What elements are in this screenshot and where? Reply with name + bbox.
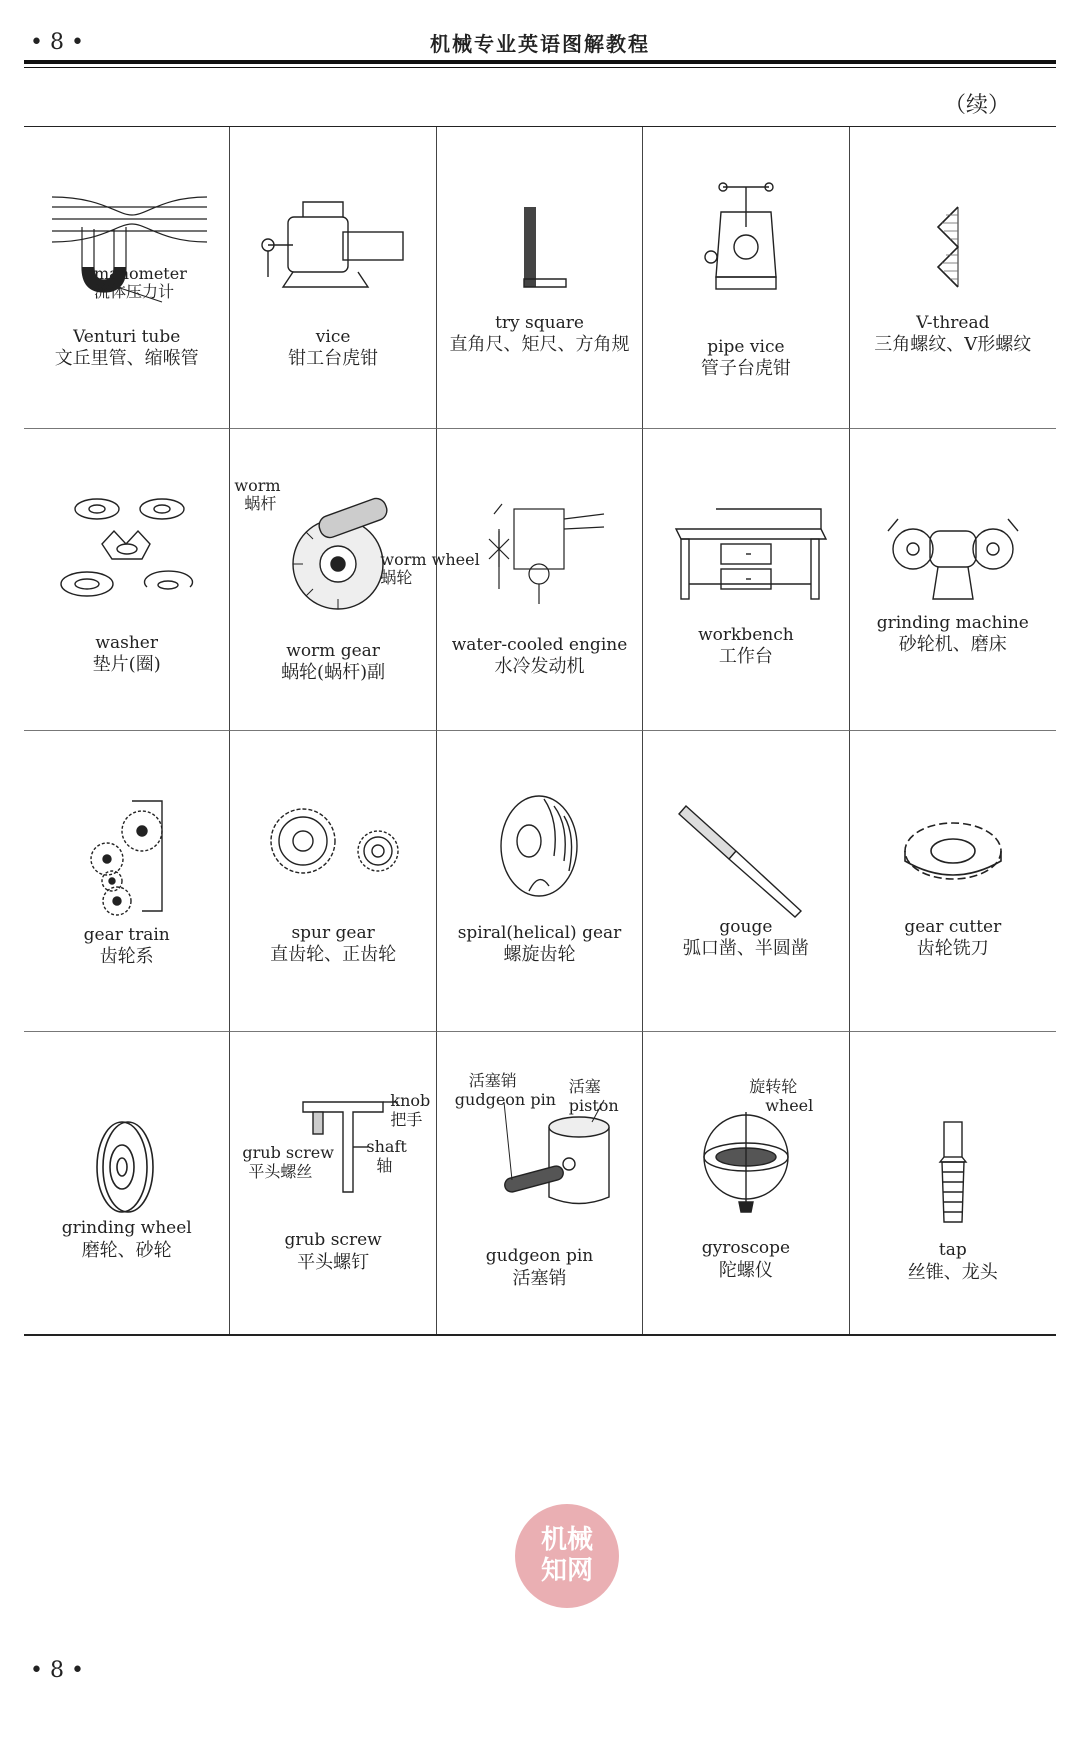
term-en: tap — [938, 1240, 967, 1261]
term-en: grinding machine — [876, 612, 1029, 633]
try-square-illustration — [454, 167, 624, 317]
knob-callout — [390, 1092, 430, 1129]
term-en: V-thread — [916, 313, 990, 333]
grub-screw-zh: 平头螺丝 — [248, 1161, 313, 1181]
glossary-cell-workbench — [643, 429, 849, 731]
term-zh: 螺旋齿轮 — [503, 943, 576, 965]
cell-label — [24, 1218, 229, 1262]
glossary-cell-v-thread — [850, 127, 1056, 429]
term-en: vice — [315, 327, 351, 347]
term-en: workbench — [698, 624, 794, 645]
gouge-illustration — [661, 771, 831, 921]
cell-label — [437, 635, 642, 679]
term-zh: 平头螺钉 — [297, 1251, 370, 1273]
shaft-callout — [366, 1138, 406, 1175]
term-zh: 水冷发动机 — [494, 656, 585, 677]
glossary-cell-gear-cutter — [850, 731, 1056, 1033]
book-title: 机械专业英语图解教程 — [430, 32, 650, 56]
glossary-cell-gouge — [643, 731, 849, 1033]
page-header — [0, 0, 1080, 70]
gear-cutter-illustration — [868, 771, 1038, 921]
gudgeon-pin-en: gudgeon pin — [454, 1089, 556, 1109]
cell-label — [24, 327, 229, 371]
gudgeon-pin-zh: 活塞销 — [468, 1071, 517, 1091]
worm-callout — [234, 477, 280, 514]
term-en: gudgeon pin — [485, 1246, 594, 1267]
glossary-cell-water-cooled-engine — [437, 429, 643, 731]
term-zh: 直角尺、矩尺、方角规 — [449, 334, 630, 356]
page-number-top: • 8 • — [30, 30, 84, 55]
cell-label — [643, 337, 848, 381]
v-thread-illustration — [868, 167, 1038, 317]
cell-label — [850, 613, 1056, 657]
cell-label — [230, 1230, 435, 1274]
grub-screw-en: grub screw — [242, 1143, 334, 1163]
cell-label — [24, 633, 229, 677]
glossary-cell-spur-gear — [230, 731, 436, 1033]
term-en: pipe vice — [707, 337, 785, 357]
term-zh: 文丘里管、缩喉管 — [54, 348, 199, 370]
gear-train-illustration — [42, 771, 212, 921]
term-en: grinding wheel — [61, 1218, 192, 1239]
shaft-zh: 轴 — [376, 1155, 393, 1175]
term-zh: 齿轮铣刀 — [916, 937, 989, 959]
rotating-wheel-zh: 旋转轮 — [749, 1077, 798, 1097]
rotating-wheel-callout — [749, 1078, 813, 1115]
term-zh: 三角螺纹、V形螺纹 — [874, 334, 1032, 356]
header-rule-thick — [24, 60, 1056, 64]
glossary-cell-grub-screw — [230, 1032, 436, 1334]
cell-label — [230, 923, 435, 967]
glossary-cell-gyroscope — [643, 1032, 849, 1334]
glossary-cell-washer — [24, 429, 230, 731]
continued-marker: （续） — [943, 93, 1010, 118]
term-zh: 陀螺仪 — [718, 1259, 773, 1281]
vice-illustration — [248, 167, 418, 317]
term-zh: 管子台虎钳 — [700, 358, 791, 380]
term-zh: 砂轮机、磨床 — [898, 634, 1007, 655]
cell-label — [437, 313, 642, 357]
watermark-logo — [515, 1504, 619, 1608]
worm-zh: 蜗杆 — [244, 494, 277, 514]
water-cooled-engine-illustration — [454, 469, 624, 619]
term-en: gouge — [719, 916, 773, 937]
header-rule-thin — [24, 67, 1056, 68]
cell-label — [230, 641, 435, 685]
glossary-cell-vice — [230, 127, 436, 429]
gudgeon-pin-callout — [455, 1072, 556, 1109]
manometer-zh: 流体压力计 — [94, 282, 175, 302]
tap-illustration — [868, 1072, 1038, 1222]
glossary-cell-spiral-gear — [437, 731, 643, 1033]
term-en: grub screw — [284, 1230, 382, 1251]
cell-label — [850, 917, 1056, 961]
cell-label — [230, 327, 435, 371]
worm-wheel-en: worm wheel — [380, 549, 480, 569]
cell-label — [850, 1240, 1056, 1284]
manometer-callout — [94, 265, 187, 302]
term-en: spur gear — [291, 922, 375, 943]
cell-label — [643, 917, 848, 961]
washer-illustration — [42, 469, 212, 619]
term-en: gear cutter — [904, 916, 1002, 937]
term-zh: 弧口凿、半圆凿 — [682, 937, 809, 959]
watermark-line-1: 机械 — [540, 1524, 593, 1555]
cell-label — [437, 1246, 642, 1290]
term-en: gear train — [83, 924, 170, 945]
glossary-cell-gudgeon-pin — [437, 1032, 643, 1334]
piston-callout — [569, 1078, 619, 1115]
worm-wheel-zh: 蜗轮 — [380, 568, 413, 588]
glossary-cell-pipe-vice — [643, 127, 849, 429]
glossary-cell-tap — [850, 1032, 1056, 1334]
term-zh: 钳工台虎钳 — [288, 348, 379, 370]
spur-gear-illustration — [248, 771, 418, 921]
term-en: Venturi tube — [73, 327, 181, 347]
cell-label — [643, 1238, 848, 1282]
spiral-gear-illustration — [454, 771, 624, 921]
term-zh: 工作台 — [718, 646, 773, 667]
term-en: washer — [95, 632, 158, 653]
glossary-cell-worm-gear — [230, 429, 480, 731]
rotating-wheel-en: wheel — [765, 1095, 814, 1115]
pipe-vice-illustration — [661, 167, 831, 317]
term-zh: 齿轮系 — [99, 945, 154, 967]
glossary-cell-venturi-tube — [24, 127, 230, 429]
term-zh: 垫片(圈) — [92, 654, 161, 675]
shaft-en: shaft — [366, 1137, 407, 1157]
glossary-cell-try-square — [437, 127, 643, 429]
grinding-machine-illustration — [868, 469, 1038, 619]
glossary-cell-gear-train — [24, 731, 230, 1033]
cell-label — [850, 313, 1056, 357]
term-zh: 直齿轮、正齿轮 — [270, 943, 397, 965]
term-en: worm gear — [286, 640, 380, 661]
cell-label — [643, 625, 848, 669]
page-number-bottom: • 8 • — [30, 1658, 84, 1683]
piston-zh: 活塞 — [568, 1077, 601, 1097]
manometer-en: manometer — [94, 264, 187, 283]
watermark-line-2: 知网 — [540, 1556, 593, 1586]
glossary-grid — [24, 126, 1056, 1336]
worm-en: worm — [234, 475, 281, 495]
term-en: gyroscope — [701, 1238, 791, 1259]
knob-zh: 把手 — [390, 1109, 423, 1129]
term-zh: 蜗轮(蜗杆)副 — [281, 662, 386, 683]
term-zh: 磨轮、砂轮 — [81, 1239, 172, 1261]
piston-en: piston — [568, 1095, 619, 1115]
cell-label — [24, 925, 229, 969]
term-en: try square — [495, 313, 584, 333]
term-zh: 丝锥、龙头 — [907, 1261, 998, 1283]
glossary-cell-grinding-machine — [850, 429, 1056, 731]
glossary-cell-grinding-wheel — [24, 1032, 230, 1334]
term-en: spiral(helical) gear — [457, 922, 622, 943]
knob-en: knob — [390, 1091, 431, 1111]
term-en: water-cooled engine — [451, 634, 628, 655]
grub-screw-callout — [242, 1144, 334, 1181]
cell-label — [437, 923, 642, 967]
term-zh: 活塞销 — [512, 1267, 567, 1289]
workbench-illustration — [661, 469, 831, 619]
grinding-wheel-illustration — [42, 1072, 212, 1222]
